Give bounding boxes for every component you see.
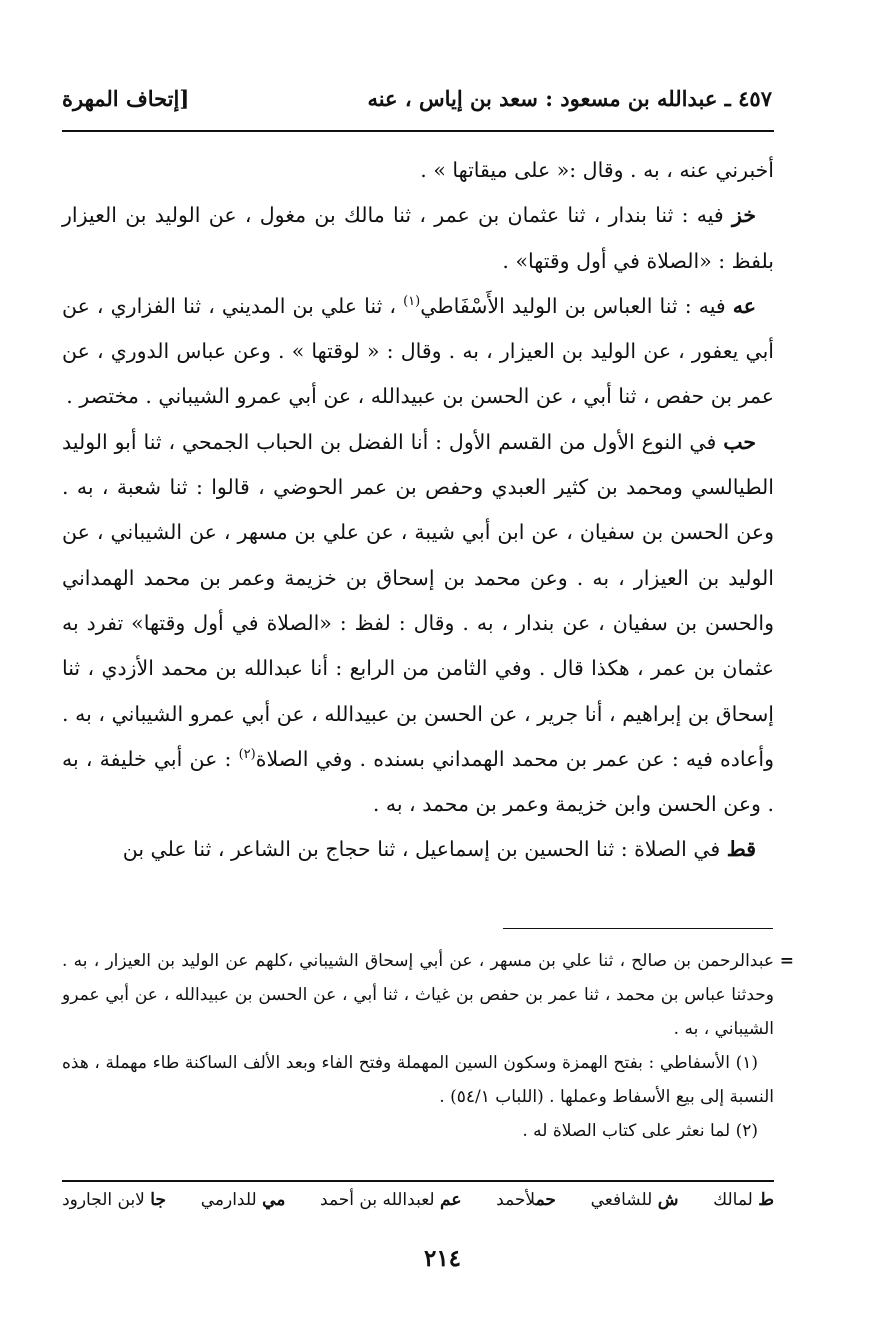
source-code: قط [726, 837, 756, 862]
footnote-ref-1[interactable]: (١) [403, 294, 421, 310]
source-code: حب [723, 429, 756, 454]
paragraph-2: خز فيه : ثنا بندار ، ثنا عثمان بن عمر ، ثنا مالك بن مغول ، عن الوليد بن العيزار بلفظ : «الصلاة في أول وقتها» . [62, 203, 774, 273]
footnote-ref-2[interactable]: (٢) [238, 747, 256, 763]
abbr-item: ش للشافعي [590, 1190, 679, 1210]
abbr-item: جا لابن الجارود [62, 1190, 166, 1210]
abbreviations-rule [62, 1180, 774, 1182]
abbr-item: ط لمالك [713, 1190, 774, 1210]
book-title: [إتحاف المهرة [62, 86, 190, 111]
footnote-2: (٢) لما نعثر على كتاب الصلاة له . [522, 1121, 758, 1141]
paragraph-1: أخبرني عنه ، به . وقال :« على ميقاتها » . [420, 158, 774, 182]
footnote-separator [503, 928, 773, 929]
chapter-heading: ٤٥٧ ـ عبدالله بن مسعود : سعد بن إياس ، عنه [367, 86, 772, 111]
footnote-continuation: عبدالرحمن بن صالح ، ثنا علي بن مسهر ، عن أبي إسحاق الشيباني ،كلهم عن الوليد بن العيزار ، به . وحدثنا عباس بن محمد ، ثنا عمر بن حفص بن غياث ، ثنا أبي ، عن الحسن بن عبيدالله ، عن أبي عمرو الشيباني ، به . [62, 951, 774, 1039]
abbr-item: مي للدارمي [200, 1190, 286, 1210]
source-code: خز [732, 203, 756, 228]
source-code: عه [732, 293, 757, 318]
main-text [62, 148, 774, 873]
page-number: ٢١٤ [423, 1245, 462, 1272]
footnotes [62, 944, 794, 1148]
continuation-mark: = [779, 951, 794, 971]
paragraph-5: قط في الصلاة : ثنا الحسين بن إسماعيل ، ثنا حجاج بن الشاعر ، ثنا علي بن [122, 837, 756, 862]
header-rule [62, 130, 774, 132]
running-header [62, 86, 772, 122]
paragraph-3: عه فيه : ثنا العباس بن الوليد الأَسْفَاطي$^{(١)}$ ، ثنا علي بن المديني ، ثنا الفزاري ، عن أبي يعفور ، عن الوليد بن العيزار ، به . وقال : « لوقتها » . وعن عباس الدوري ، عن عمر بن حفص ، ثنا أبي ، عن الحسن بن عبيدالله ، عن أبي عمرو الشيباني . مختصر . [62, 293, 774, 409]
abbr-item: حملأحمد [496, 1190, 556, 1210]
footnote-1: (١) الأسفاطي : بفتح الهمزة وسكون السين المهملة وفتح الفاء وبعد الألف الساكنة طاء مهملة ، هذه النسبة إلى بيع الأسفاط وعملها . (اللباب ٥٤/١) . [62, 1053, 774, 1107]
paragraph-4: حب في النوع الأول من القسم الأول : أنا الفضل بن الحباب الجمحي ، ثنا أبو الوليد الطيالسي ومحمد بن كثير العبدي وحفص بن عمر الحوضي ، قالوا : ثنا شعبة ، به . وعن الحسن بن سفيان ، عن ابن أبي شيبة ، عن علي بن مسهر ، عن الشيباني ، عن الوليد بن العيزار ، به . وعن محمد بن إسحاق بن خزيمة وعمر بن محمد الهمداني والحسن بن سفيان ، عن بندار ، به . وقال : لفظ : «الصلاة في أول وقتها» تفرد به عثمان بن عمر ، هكذا قال . وفي الثامن من الرابع : أنا عبدالله بن محمد الأزدي ، ثنا إسحاق بن إبراهيم ، أنا جرير ، عن الحسن بن عبيدالله ، عن أبي عمرو الشيباني ، به . وأعاده فيه : عن عمر بن محمد الهمداني بسنده . وفي الصلاة$^{(٢)}$ : عن أبي خليفة ، به . وعن الحسن وابن خزيمة وعمر بن محمد ، به . [62, 429, 774, 817]
abbreviations-key [62, 1190, 774, 1222]
abbr-item: عم لعبدالله بن أحمد [320, 1190, 462, 1210]
